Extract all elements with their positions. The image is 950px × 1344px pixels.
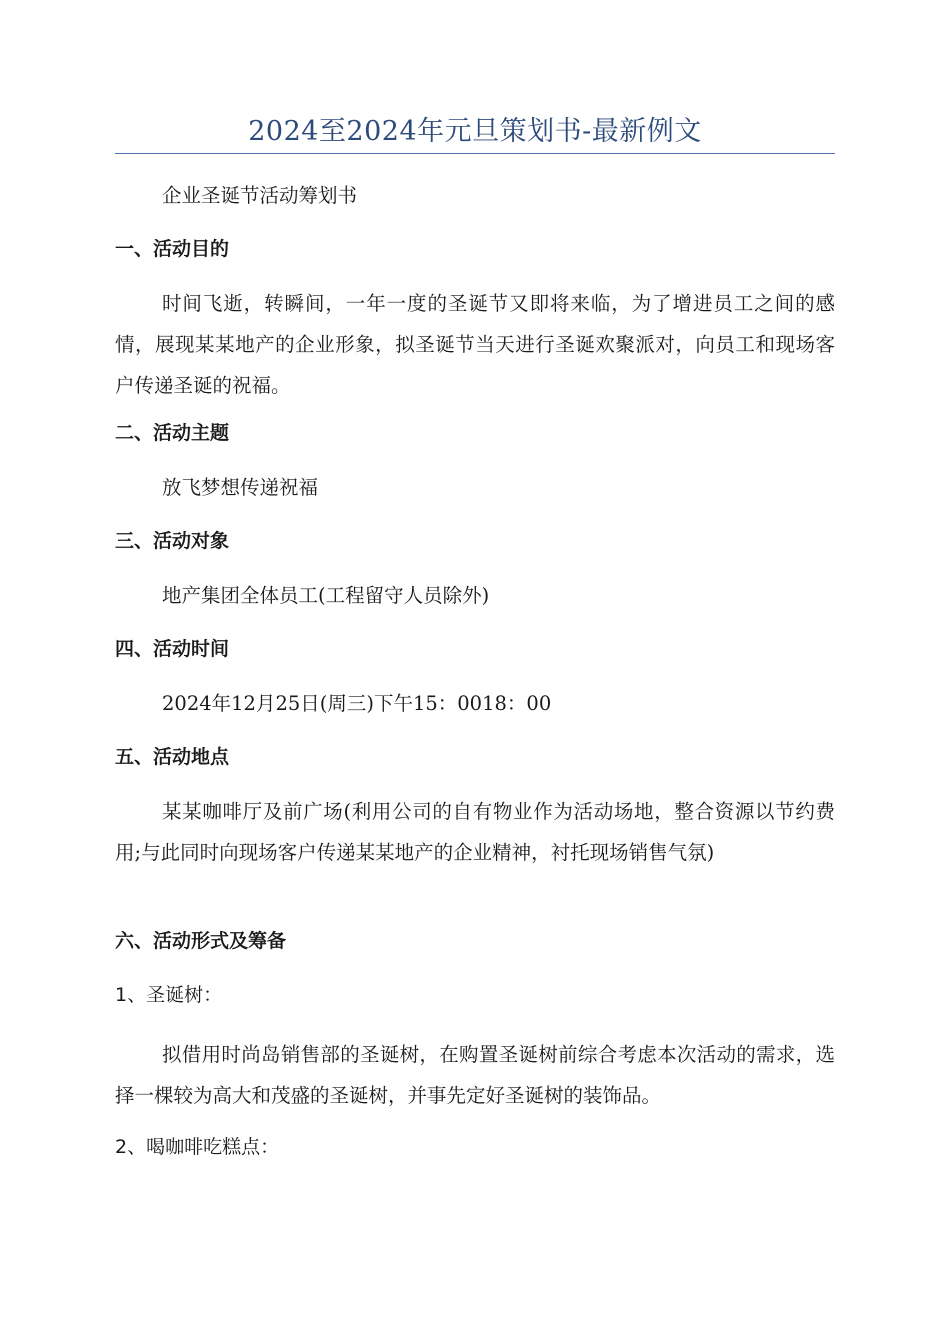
- section-heading-audience: 三、活动对象: [115, 530, 230, 552]
- list-item-label-coffee: 2、喝咖啡吃糕点：: [115, 1136, 280, 1158]
- document-title: 2024至2024年元旦策划书-最新例文: [248, 116, 702, 147]
- section-heading-format: 六、活动形式及筹备: [115, 930, 287, 952]
- section-heading-theme: 二、活动主题: [115, 422, 230, 444]
- document-subtitle: 企业圣诞节活动筹划书: [162, 184, 358, 207]
- title-underline: [115, 153, 835, 154]
- section-body-theme: 放飞梦想传递祝福: [162, 476, 319, 499]
- section-heading-time: 四、活动时间: [115, 638, 230, 660]
- section-body-purpose: 时间飞逝，转瞬间，一年一度的圣诞节又即将来临，为了增进员工之间的感情，展现某某地产的企业形象，拟圣诞节当天进行圣诞欢聚派对，向员工和现场客户传递圣诞的祝福。: [115, 292, 835, 397]
- section-heading-venue: 五、活动地点: [115, 746, 230, 768]
- list-item-body-tree: 拟借用时尚岛销售部的圣诞树，在购置圣诞树前综合考虑本次活动的需求，选择一棵较为高大和茂盛的圣诞树，并事先定好圣诞树的装饰品。: [115, 1043, 835, 1107]
- section-heading-purpose: 一、活动目的: [115, 238, 230, 260]
- section-body-time: 2024年12月25日(周三)下午15：0018：00: [162, 692, 552, 715]
- section-body-audience: 地产集团全体员工(工程留守人员除外): [162, 584, 490, 607]
- list-item-label-tree: 1、圣诞树：: [115, 984, 223, 1006]
- section-body-venue: 某某咖啡厅及前广场(利用公司的自有物业作为活动场地，整合资源以节约费用;与此同时向现场客户传递某某地产的企业精神，衬托现场销售气氛): [115, 800, 835, 864]
